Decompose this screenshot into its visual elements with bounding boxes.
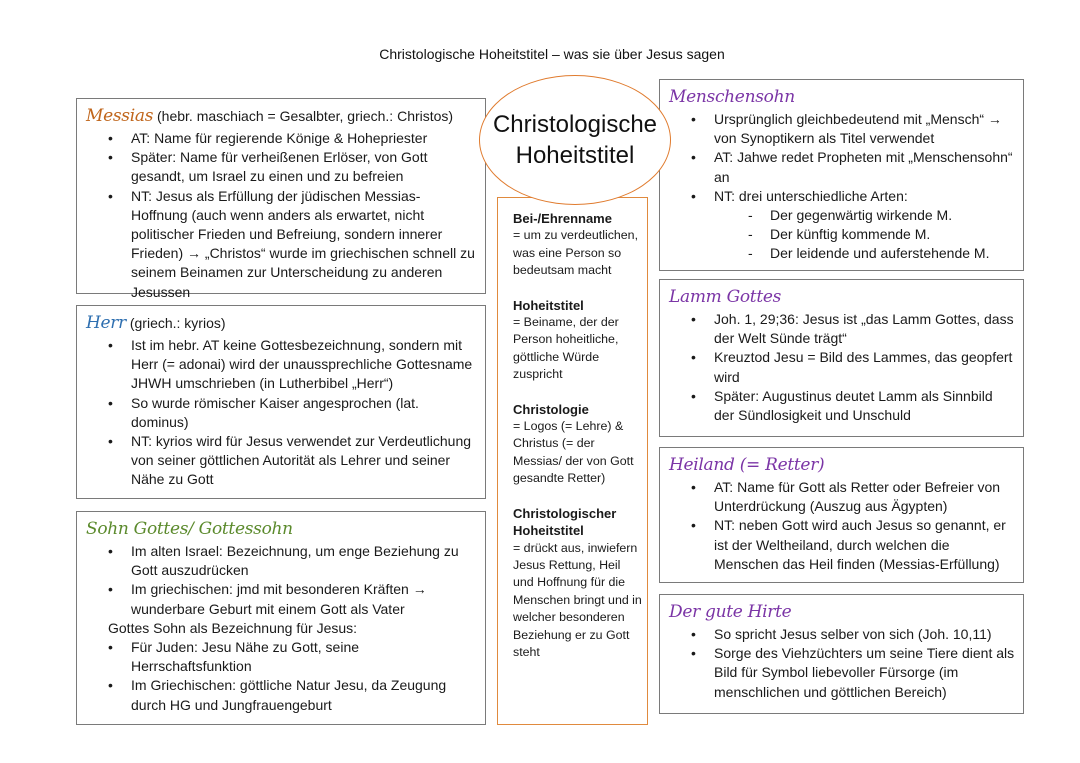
list-item: • Im alten Israel: Bezeichnung, um enge Beziehung zu Gott auszudrücken	[131, 542, 477, 580]
herr-subtitle: (griech.: kyrios)	[125, 315, 226, 331]
list-item: • NT: Jesus als Erfüllung der jüdischen Messias-Hoffnung (auch wenn anders als erwartet, nicht politischer Frieden und Befreiung, sondern innerer Frieden) → „Christos“ wurde im griechischen schnell zu seinem Beinamen zur Unterscheidung zu anderen Jesussen	[131, 187, 477, 302]
page-title: Christologische Hoheitstitel – was sie über Jesus sagen	[379, 46, 725, 62]
guter-hirte-title: Der gute Hirte	[669, 602, 792, 622]
central-topic-line1: Christologische	[492, 111, 658, 138]
list-item: • Sorge des Viehzüchters um seine Tiere dient als Bild für Symbol liebevoller Fürsorge (im menschlichen und göttlichen Bereich)	[714, 644, 1015, 702]
list-item: • Ursprünglich gleichbedeutend mit „Mensch“ → von Synoptikern als Titel verwendet	[714, 110, 1015, 148]
messias-list	[86, 129, 477, 302]
sohn-gottes-box	[76, 511, 486, 725]
list-subitem: - Der leidende und auferstehende M.	[770, 244, 1015, 263]
list-item: • Joh. 1, 29;36: Jesus ist „das Lamm Gottes, dass der Welt Sünde trägt“	[714, 310, 1015, 348]
messias-heading	[86, 105, 477, 127]
definition-term: Christologischer Hoheitstitel	[513, 505, 617, 539]
list-item: • So spricht Jesus selber von sich (Joh. 10,11)	[714, 625, 1015, 644]
definition-term: Hoheitstitel	[513, 297, 584, 313]
herr-list	[86, 336, 477, 490]
list-item: • Später: Augustinus deutet Lamm als Sinnbild der Sündlosigkeit und Unschuld	[714, 387, 1015, 425]
definitions-box	[497, 197, 648, 725]
guter-hirte-list	[669, 625, 1015, 702]
menschensohn-box	[659, 79, 1024, 271]
list-item: • AT: Name für regierende Könige & Hohepriester	[131, 129, 477, 148]
heiland-list	[669, 478, 1015, 574]
list-item: • Ist im hebr. AT keine Gottesbezeichnung, sondern mit Herr (= adonai) wird der unaussprechliche Gottesname JHWH umschrieben (in Lutherbibel „Herr“)	[131, 336, 477, 394]
list-subitem: - Der gegenwärtig wirkende M.	[770, 206, 1015, 225]
menschensohn-title: Menschensohn	[669, 87, 795, 107]
menschensohn-sublist	[669, 206, 1015, 264]
list-item: • So wurde römischer Kaiser angesprochen (lat. dominus)	[131, 394, 477, 432]
list-item: • NT: drei unterschiedliche Arten:	[714, 187, 1015, 206]
list-item: • Im Griechischen: göttliche Natur Jesu, da Zeugung durch HG und Jungfrauengeburt	[131, 676, 477, 714]
herr-title: Herr	[86, 313, 126, 333]
definition-desc: = um zu verdeutlichen, was eine Person so bedeutsam macht	[513, 228, 639, 278]
list-item: • Im griechischen: jmd mit besonderen Kräften → wunderbare Geburt mit einem Gott als Vater	[131, 580, 477, 618]
sohn-gottes-subheading: Gottes Sohn als Bezeichnung für Jesus:	[108, 619, 358, 636]
list-item: • Kreuztod Jesu = Bild des Lammes, das geopfert wird	[714, 348, 1015, 386]
herr-heading	[86, 312, 477, 334]
guter-hirte-box	[659, 594, 1024, 714]
messias-title: Messias	[86, 106, 154, 126]
list-item: • NT: kyrios wird für Jesus verwendet zur Verdeutlichung von seiner göttlichen Autorität als Lehrer und seiner Nähe zu Gott	[131, 432, 477, 490]
lamm-gottes-title: Lamm Gottes	[669, 287, 782, 307]
lamm-gottes-box	[659, 279, 1024, 437]
menschensohn-list	[669, 110, 1015, 206]
central-topic-line2: Hoheitstitel	[515, 142, 635, 169]
sohn-gottes-list-2	[86, 638, 477, 715]
lamm-gottes-list	[669, 310, 1015, 425]
list-item: • Für Juden: Jesu Nähe zu Gott, seine Herrschaftsfunktion	[131, 638, 477, 676]
messias-subtitle: (hebr. maschiach = Gesalbter, griech.: Christos)	[153, 108, 454, 124]
messias-box	[76, 98, 486, 300]
list-subitem: - Der künftig kommende M.	[770, 225, 1015, 244]
sohn-gottes-title: Sohn Gottes/ Gottessohn	[86, 519, 293, 539]
list-item: • Später: Name für verheißenen Erlöser, von Gott gesandt, um Israel zu einen und zu befreien	[131, 148, 477, 186]
herr-box	[76, 305, 486, 499]
heiland-box	[659, 447, 1024, 583]
definition-desc: = Beiname, der der Person hoheitliche, göttliche Würde zuspricht	[513, 315, 619, 382]
list-item: • AT: Jahwe redet Propheten mit „Menschensohn“ an	[714, 148, 1015, 186]
central-topic-ellipse	[479, 75, 671, 205]
definition-desc: = drückt aus, inwiefern Jesus Rettung, Heil und Hoffnung für die Menschen bringt und in welcher besonderen Beziehung er zu Gott steht	[513, 540, 642, 659]
definition-term: Christologie	[513, 401, 589, 417]
list-item: • AT: Name für Gott als Retter oder Befreier von Unterdrückung (Auszug aus Ägypten)	[714, 478, 1015, 516]
definition-term: Bei-/Ehrenname	[513, 211, 612, 226]
definition-desc: = Logos (= Lehre) & Christus (= der Messias/ der von Gott gesandte Retter)	[513, 419, 634, 486]
sohn-gottes-list	[86, 542, 477, 619]
heiland-title: Heiland (= Retter)	[669, 455, 825, 475]
list-item: • NT: neben Gott wird auch Jesus so genannt, er ist der Weltheiland, durch welchen die Menschen das Heil finden (Messias-Erfüllung)	[714, 516, 1015, 574]
